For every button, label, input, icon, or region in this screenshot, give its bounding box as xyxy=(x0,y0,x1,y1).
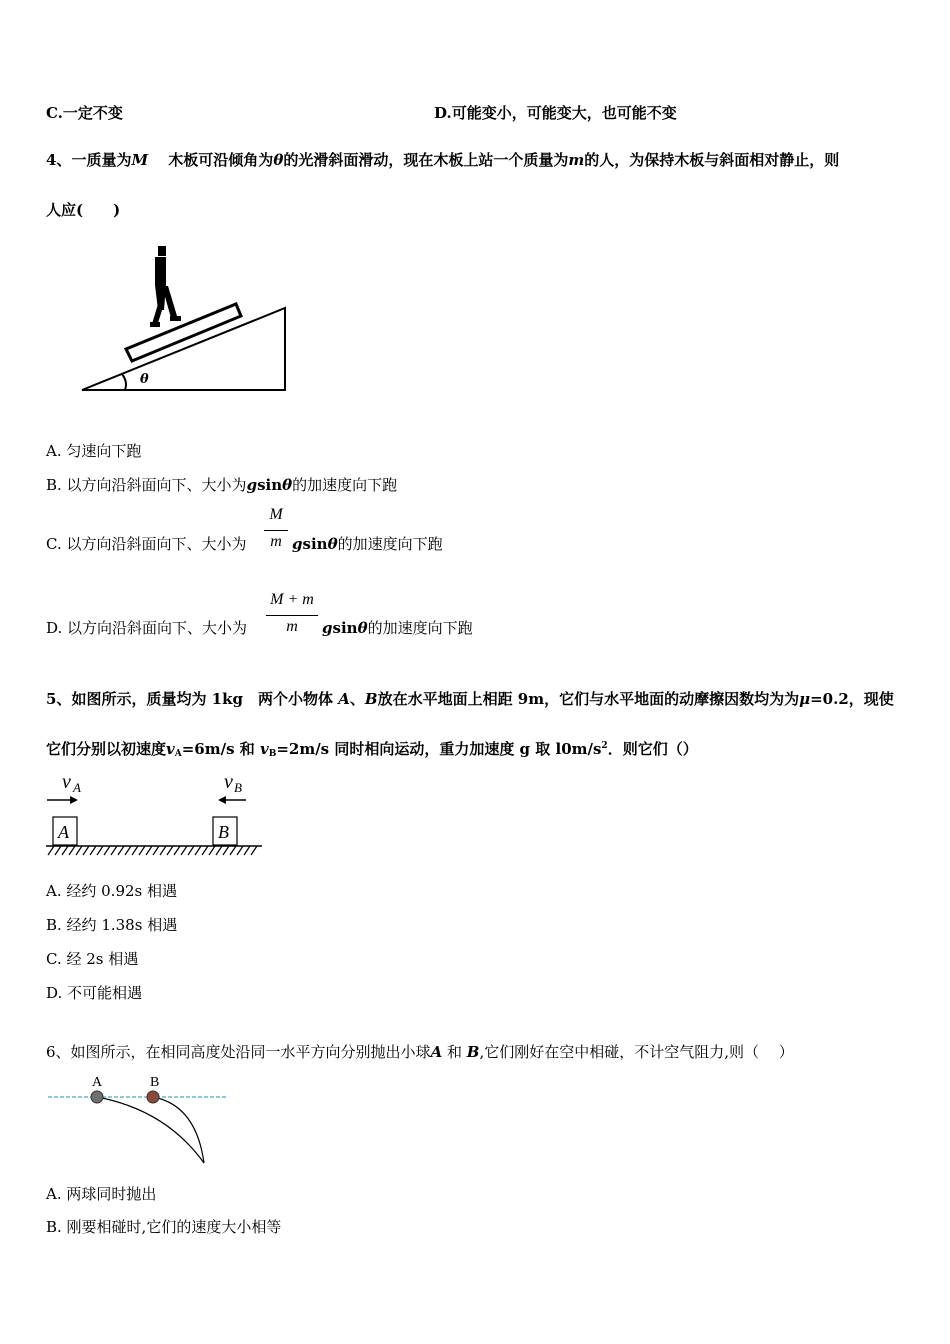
q6-option-b: B. 刚要相碰时,它们的速度大小相等 xyxy=(46,1218,282,1236)
q5-var-B: B xyxy=(364,690,378,708)
q5-line2-a: 它们分别以初速度 xyxy=(46,740,167,758)
q5-line2-b: ．则它们（） xyxy=(607,740,698,758)
q4-option-b-suffix: 的加速度向下跑 xyxy=(292,476,398,494)
q5-text-a: 如图所示，质量均为 1kg 两个小物体 xyxy=(71,690,333,708)
q5-sep: 、 xyxy=(349,690,365,708)
q4-option-c-g: g xyxy=(292,535,303,553)
q6-var-A: A xyxy=(430,1043,443,1061)
q5-var-A: A xyxy=(338,690,350,708)
q4-option-c-suffix: 的加速度向下跑 xyxy=(337,535,443,553)
fraction-bar xyxy=(264,530,288,531)
angle-arc xyxy=(122,374,126,390)
vB-label: v xyxy=(224,771,233,793)
incline-triangle xyxy=(82,308,285,390)
q6-number: 6、 xyxy=(46,1043,71,1061)
person-icon xyxy=(150,246,181,327)
q4-option-c-theta: θ xyxy=(327,535,338,553)
fraction-numerator: M xyxy=(269,506,283,523)
q4-option-d-suffix: 的加速度向下跑 xyxy=(367,619,473,637)
q5-stem-line1 xyxy=(46,688,894,709)
vB-arrow-head xyxy=(218,796,226,804)
q5-var-mu: μ xyxy=(799,690,811,708)
ball-B xyxy=(147,1091,159,1103)
q4-option-c-prefix: C. 以方向沿斜面向下、大小为 xyxy=(46,535,247,553)
q4-stem-line1 xyxy=(46,149,839,170)
vB-sub-label: B xyxy=(234,780,242,795)
q6-var-B: B xyxy=(466,1043,480,1061)
q5-option-b: B. 经约 1.38s 相遇 xyxy=(46,916,178,934)
q5-vA-val: =6m/s 和 xyxy=(181,740,255,758)
fraction-numerator: M + m xyxy=(270,591,314,608)
q5-vA: v xyxy=(166,740,175,758)
q4-option-b-sin: sin xyxy=(257,476,283,494)
q4-option-c-sin: sin xyxy=(302,535,328,553)
q4-option-b-theta: θ xyxy=(282,476,293,494)
q5-option-a: A. 经约 0.92s 相遇 xyxy=(46,882,178,900)
q4-option-d-g: g xyxy=(322,619,333,637)
trajectory-A xyxy=(97,1097,204,1163)
q4-option-c-fraction xyxy=(262,506,290,554)
ball-A xyxy=(91,1091,103,1103)
theta-label: θ xyxy=(140,372,149,387)
q5-vA-sub: A xyxy=(174,749,182,759)
q3-option-c: C.一定不变 xyxy=(46,104,123,122)
q5-option-c: C. 经 2s 相遇 xyxy=(46,950,139,968)
q5-square: 2 xyxy=(601,741,608,751)
q5-vB-sub: B xyxy=(268,749,277,759)
q4-text-c: 的光滑斜面滑动，现在木板上站一个质量为 xyxy=(283,151,569,169)
vA-sub-label: A xyxy=(73,780,81,795)
q4-option-d-sin: sin xyxy=(332,619,358,637)
q3-option-d: D.可能变小，可能变大，也可能不变 xyxy=(434,104,677,122)
q5-vB: v xyxy=(259,740,269,758)
q4-stem-line2: 人应( ) xyxy=(46,201,121,219)
fraction-denominator: m xyxy=(286,618,298,635)
q4-option-b-prefix: B. 以方向沿斜面向下、大小为 xyxy=(46,476,247,494)
q6-text-a: 如图所示，在相同高度处沿同一水平方向分别抛出小球 xyxy=(70,1043,431,1061)
q4-option-d-fraction xyxy=(264,591,320,639)
q4-text-d: 的人，为保持木板与斜面相对静止，则 xyxy=(584,151,840,169)
q4-incline-figure xyxy=(78,240,288,400)
q4-option-b-g: g xyxy=(246,476,258,494)
q4-option-d-theta: θ xyxy=(357,619,368,637)
q6-and: 和 xyxy=(446,1043,462,1061)
vA-arrow-head xyxy=(70,796,78,804)
q6-projectile-figure xyxy=(46,1070,246,1170)
q4-option-d-prefix: D. 以方向沿斜面向下、大小为 xyxy=(46,619,248,637)
q4-var-m: m xyxy=(568,151,585,169)
q5-text-c: =0.2，现使 xyxy=(810,690,894,708)
q4-option-b xyxy=(46,474,397,495)
q4-option-c-tail xyxy=(292,533,443,554)
q4-var-M: M xyxy=(131,151,149,169)
fraction-bar xyxy=(266,615,318,616)
q4-number: 4、 xyxy=(46,151,72,169)
q5-option-d: D. 不可能相遇 xyxy=(46,984,143,1002)
fraction-denominator: m xyxy=(270,533,282,550)
q5-blocks-figure xyxy=(44,768,266,860)
q4-text-b: 木板可沿倾角为 xyxy=(168,151,274,169)
ground-hatch xyxy=(48,846,257,855)
q6-option-a: A. 两球同时抛出 xyxy=(46,1185,157,1203)
block-A-label: A xyxy=(58,822,69,842)
q4-option-d-tail xyxy=(322,617,473,638)
vA-label: v xyxy=(62,771,71,793)
q4-var-theta: θ xyxy=(273,151,284,169)
q4-option-a: A. 匀速向下跑 xyxy=(46,442,142,460)
ball-B-label: B xyxy=(150,1075,160,1090)
ball-A-label: A xyxy=(92,1075,103,1090)
q5-stem-line2 xyxy=(46,738,698,759)
q4-text-a: 一质量为 xyxy=(71,151,132,169)
q6-text-b: ,它们刚好在空中相碰，不计空气阻力,则（ ） xyxy=(479,1043,794,1061)
q5-vB-val: =2m/s 同时相向运动，重力加速度 g 取 l0m/s xyxy=(276,740,602,758)
q6-stem xyxy=(46,1041,794,1062)
q5-text-b: 放在水平地面上相距 9m，它们与水平地面的动摩擦因数均为为 xyxy=(377,690,800,708)
q5-number: 5、 xyxy=(46,690,72,708)
block-B-label: B xyxy=(218,822,229,842)
